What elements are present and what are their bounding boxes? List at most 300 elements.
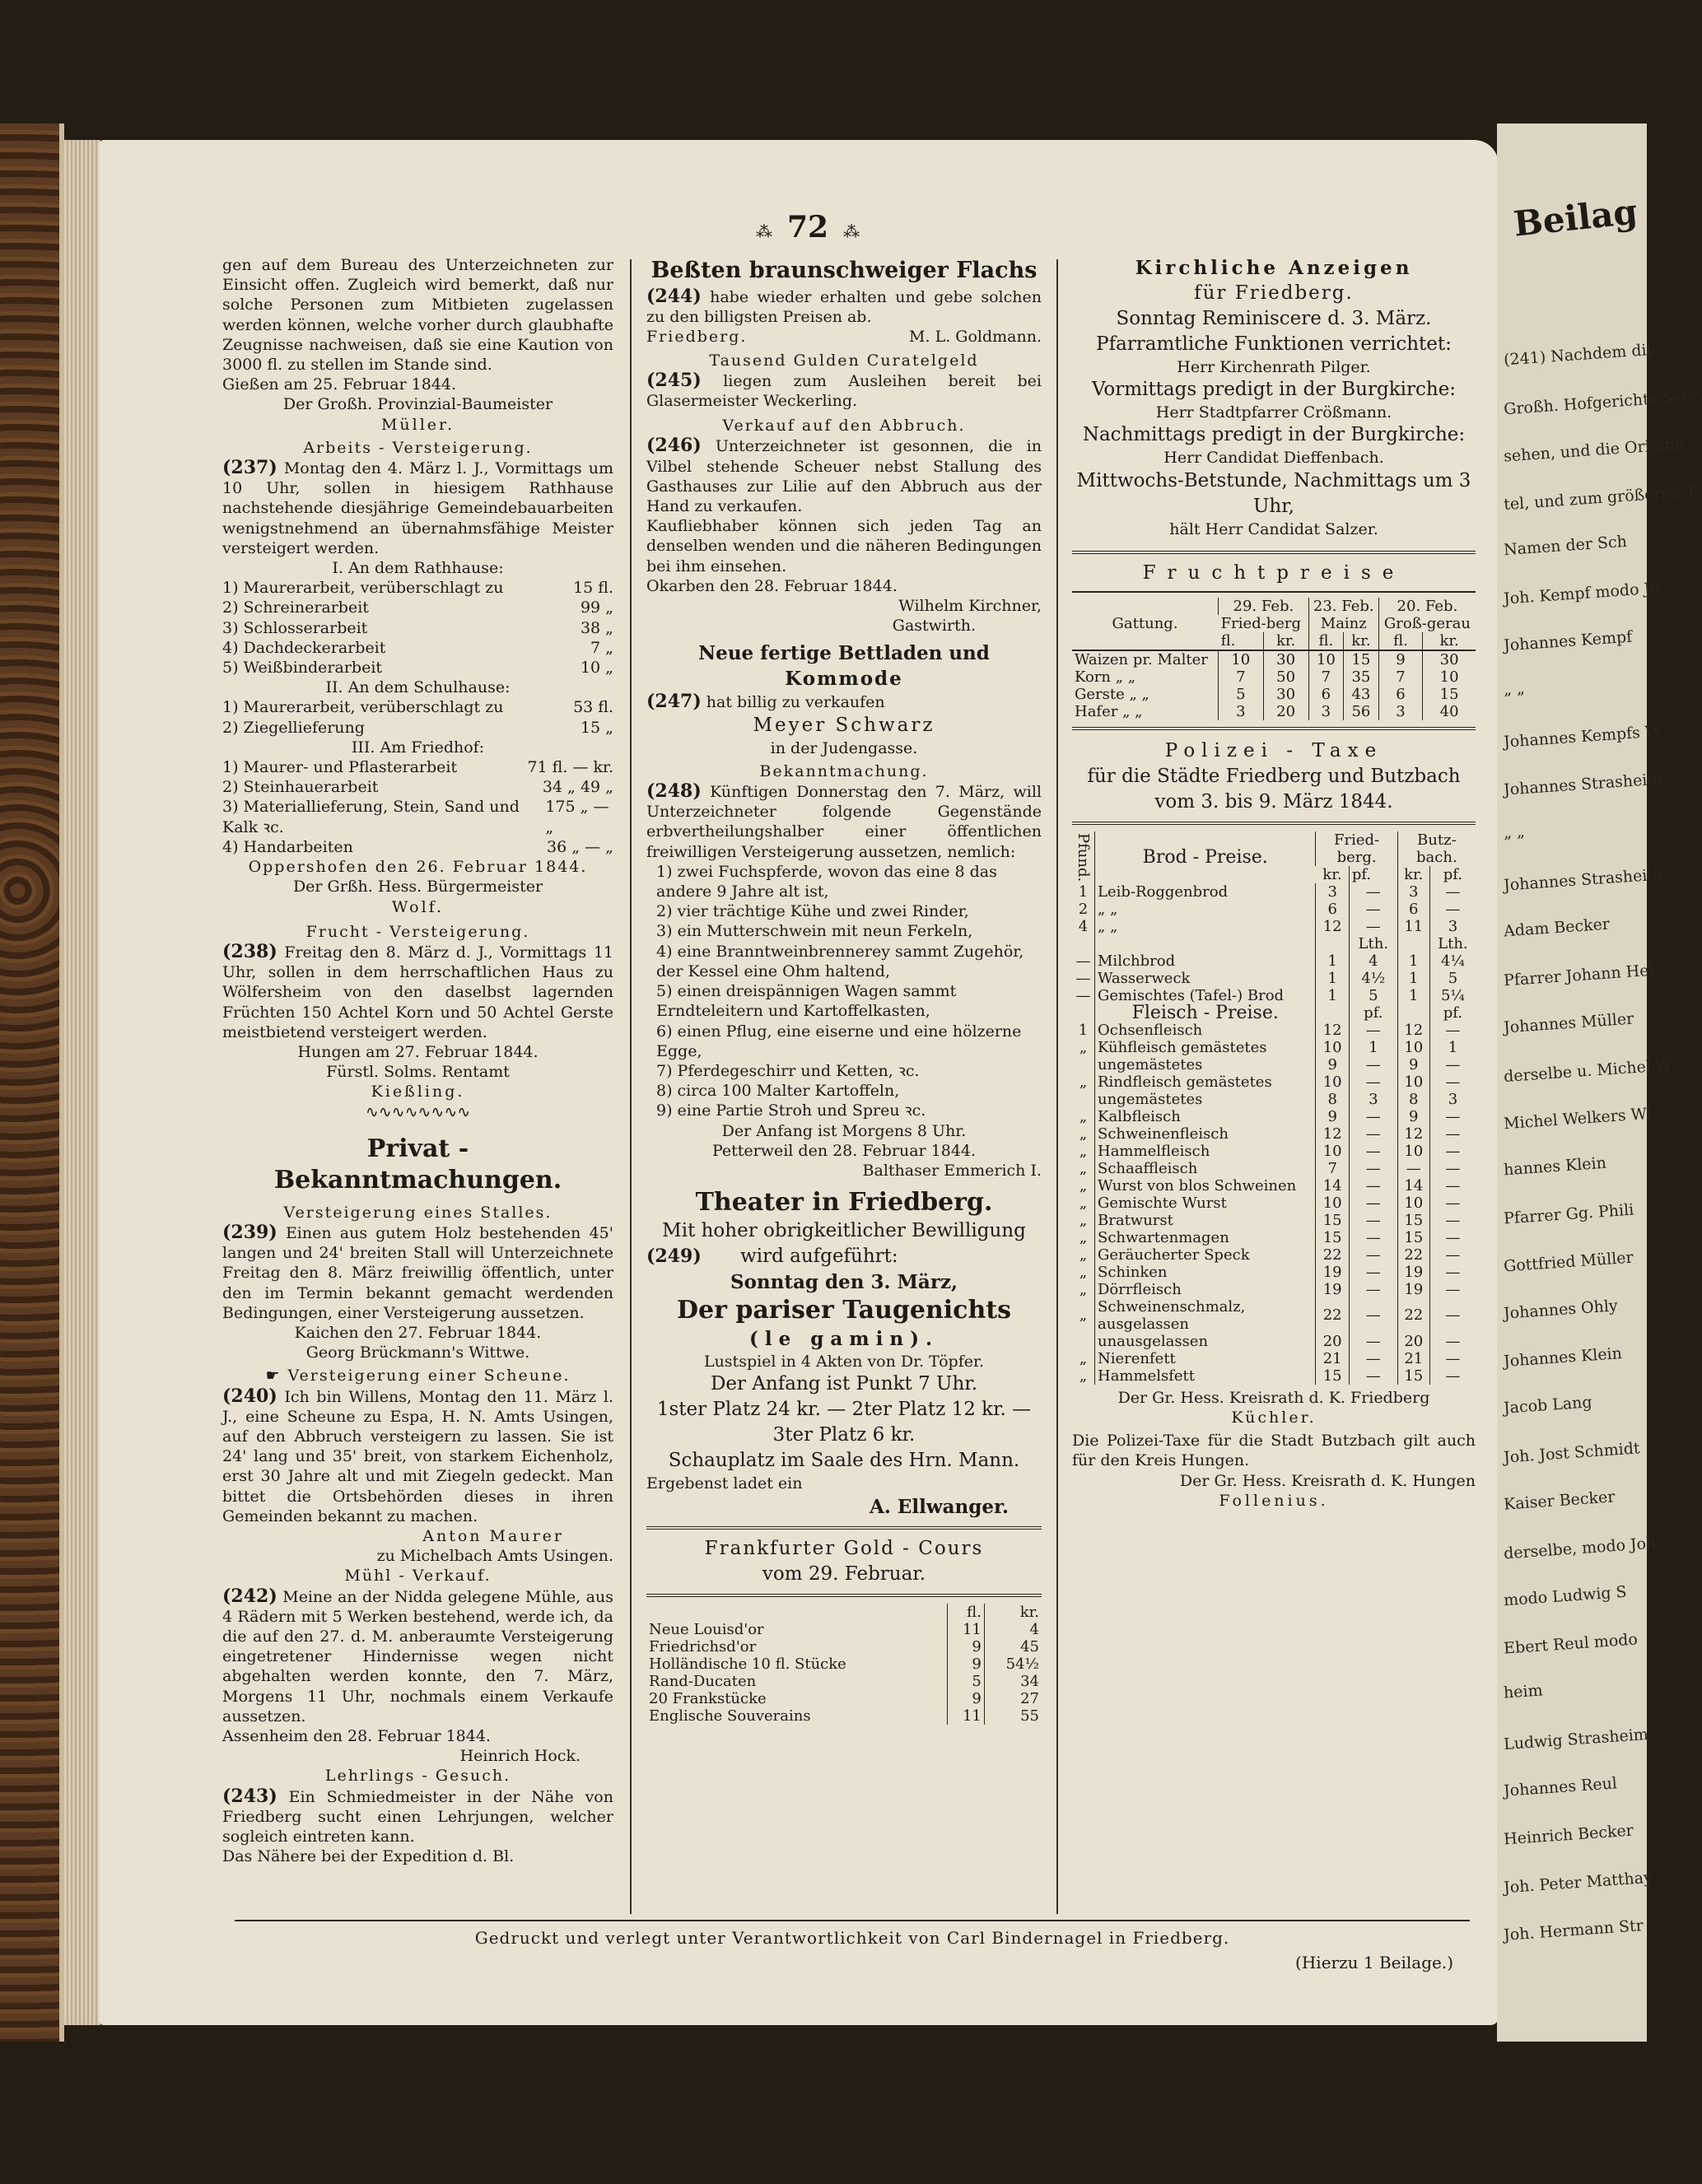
table-header: fl. bbox=[948, 1604, 984, 1621]
table-cell: Waizen pr. Malter bbox=[1075, 650, 1208, 668]
table-row bbox=[1072, 1281, 1476, 1298]
table-cell: — bbox=[1429, 1367, 1476, 1385]
facing-page-line: „ „ bbox=[1503, 822, 1526, 842]
table-cell: 45 bbox=[984, 1638, 1042, 1655]
ad-248-place: Petterweil den 28. Februar 1844. bbox=[711, 1141, 977, 1160]
list-item: 4) eine Branntweinbrennerey sammt Zugehör, der Kessel eine Ohm haltend, bbox=[656, 942, 1024, 980]
item-value: 15 „ bbox=[580, 718, 613, 737]
ad-237-title: Arbeits - Versteigerung. bbox=[303, 438, 533, 457]
ad-237-number: (237) bbox=[222, 457, 277, 479]
theater-subtitle: Mit hoher obrigkeitlicher Bewilligung bbox=[662, 1220, 1026, 1242]
table-cell: — bbox=[1429, 1056, 1476, 1073]
table-cell: Schwartenmagen bbox=[1095, 1229, 1316, 1246]
facing-page-line: sehen, und die Origina bbox=[1503, 435, 1686, 466]
table-cell: 1 bbox=[1078, 1021, 1089, 1039]
table-cell: 3 bbox=[1219, 703, 1263, 720]
table-cell: 10 bbox=[1397, 1039, 1429, 1056]
table-header bbox=[646, 1604, 948, 1621]
ad-242-place: Assenheim den 28. Februar 1844. bbox=[222, 1727, 491, 1746]
table-cell: „ bbox=[1079, 1280, 1088, 1298]
table-header: kr. bbox=[984, 1604, 1042, 1621]
ad-248-sign: Balthaser Emmerich I. bbox=[862, 1161, 1042, 1180]
ad-246-text: Unterzeichneter ist gesonnen, die in Vilbel stehende Scheuer nebst Stallung des Gasthauses zur Lilie auf den Abbruch aus der Hand zu verkaufen. bbox=[646, 437, 1042, 516]
table-cell: 10 bbox=[1316, 1039, 1349, 1056]
ad-239-text: Einen aus gutem Holz bestehenden 45' langen und 24' breiten Stall will Unterzeichnete Freitag den 8. März freiwillig öffentlich, unter den im Termin bekannt gemacht werdenden Bedingungen, einer Versteigerung aussetzen. bbox=[222, 1223, 613, 1322]
theater-title: Theater in Friedberg. bbox=[695, 1188, 993, 1218]
ad-240-place: zu Michelbach Amts Usingen. bbox=[376, 1547, 613, 1566]
facing-page-line: tel, und zum größeren T bbox=[1503, 482, 1697, 515]
table-cell: 15 bbox=[1397, 1367, 1429, 1385]
table-cell: — bbox=[1349, 1108, 1397, 1125]
table-row bbox=[1072, 1298, 1476, 1333]
table-cell: — bbox=[1349, 1177, 1397, 1194]
table-cell: Dörrfleisch bbox=[1095, 1281, 1316, 1298]
list-item bbox=[222, 797, 613, 836]
table-cell: 3 bbox=[1349, 1091, 1397, 1108]
table-cell: 21 bbox=[1397, 1350, 1429, 1367]
ad-244-text: habe wieder erhalten und gebe solchen zu den billigsten Preisen ab. bbox=[646, 288, 1042, 327]
facing-page-line: Pfarrer Gg. Phili bbox=[1503, 1200, 1634, 1228]
column-rule-1 bbox=[630, 259, 632, 1914]
table-row bbox=[1072, 1264, 1476, 1281]
item-label: 1) Maurerarbeit, verüberschlagt zu bbox=[222, 579, 504, 598]
church-line-7: Mittwochs-Betstunde, Nachmittags um 3 Uhr, bbox=[1076, 469, 1471, 517]
table-cell: 43 bbox=[1344, 686, 1379, 703]
table-header: fl. bbox=[1378, 632, 1422, 650]
facing-page-line: Ludwig Strasheim bbox=[1503, 1725, 1649, 1754]
ad-238-place: Hungen am 27. Februar 1844. bbox=[297, 1042, 539, 1061]
ad-240-title: ☛ Versteigerung einer Scheune. bbox=[265, 1367, 571, 1385]
table-cell: 35 bbox=[1344, 668, 1379, 686]
ad-238-text: Freitag den 8. März d. J., Vormittags 11 Uhr, sollen in dem herrschaftlichen Haus zu Wölfersheim von den daselbst lagernden Früchten 150 Achtel Korn und 50 Achtel Gerste meistbietend versteigert werden. bbox=[222, 943, 613, 1041]
table-row bbox=[1072, 883, 1476, 901]
table-cell: — bbox=[1349, 1056, 1397, 1073]
table-cell: Milchbrod bbox=[1095, 952, 1316, 970]
police-subtitle-1: für die Städte Friedberg und Butzbach bbox=[1087, 765, 1461, 787]
item-label: 5) Weißbinderarbeit bbox=[222, 659, 383, 678]
table-cell: Rindfleisch gemästetes bbox=[1095, 1073, 1316, 1091]
ad-237-name: Wolf. bbox=[391, 897, 445, 916]
table-row bbox=[1072, 1125, 1476, 1143]
item-label: 4) Dachdeckerarbeit bbox=[222, 638, 386, 657]
table-cell: — bbox=[1075, 969, 1091, 987]
table-header: fl. bbox=[1308, 632, 1343, 650]
table-cell: 15 bbox=[1316, 1229, 1349, 1246]
facing-page-line: Pfarrer Johann Hel bbox=[1503, 961, 1655, 990]
table-cell: 14 bbox=[1316, 1177, 1349, 1194]
facing-page-line: (241) Nachdem die bbox=[1503, 340, 1657, 370]
table-row bbox=[646, 1655, 1042, 1673]
table-cell: 8 bbox=[1316, 1091, 1349, 1108]
item-value: 71 fl. — kr. bbox=[527, 758, 613, 777]
table-cell: 9 bbox=[1397, 1056, 1429, 1073]
table-cell: 4 bbox=[1349, 952, 1397, 970]
table-row bbox=[1072, 901, 1476, 918]
item-value: 99 „ bbox=[580, 598, 613, 617]
table-cell: — bbox=[1349, 1350, 1397, 1367]
table-header: 29. Feb. bbox=[1219, 598, 1309, 615]
item-label: 1) Maurer- und Pflasterarbeit bbox=[222, 758, 458, 777]
table-cell: — bbox=[1349, 1073, 1397, 1091]
theater-invite: Ergebenst ladet ein bbox=[646, 1474, 803, 1493]
ad-248-start: Der Anfang ist Morgens 8 Uhr. bbox=[721, 1121, 967, 1140]
police-title: Polizei - Taxe bbox=[1164, 739, 1383, 761]
theater-sign: A. Ellwanger. bbox=[869, 1495, 1009, 1518]
table-cell: 9 bbox=[948, 1690, 984, 1707]
list-item: 9) eine Partie Stroh und Spreu ꝛc. bbox=[656, 1101, 926, 1120]
facing-page-line: Michel Welkers Wi bbox=[1503, 1104, 1653, 1134]
table-header: kr. bbox=[1423, 632, 1476, 650]
item-value: 10 „ bbox=[580, 659, 613, 678]
ad-242-text: Meine an der Nidda gelegene Mühle, aus 4 Rädern mit 5 Werken bestehend, werde ich, da die auf den 27. d. M. anberaumte Versteigerung eingetretener Hindernisse wegen nicht abgehalten werden konnte, den 7. März, Morgens 11 Uhr, nochmals einem Verkaufe aussetzen. bbox=[222, 1587, 613, 1725]
table-header: Mainz bbox=[1308, 615, 1378, 632]
list-item bbox=[222, 837, 613, 857]
page-footer bbox=[235, 1920, 1470, 1972]
table-header: pf. bbox=[1349, 1004, 1397, 1022]
page-number bbox=[741, 210, 874, 244]
police-sign-name: Küchler. bbox=[1231, 1409, 1317, 1427]
facing-page-line: Johannes Müller bbox=[1503, 1009, 1634, 1037]
divider bbox=[1072, 822, 1476, 825]
table-header: kr. bbox=[1322, 865, 1342, 883]
table-cell: Neue Louisd'or bbox=[649, 1620, 764, 1638]
table-cell: 10 bbox=[1397, 1194, 1429, 1212]
table-cell: 55 bbox=[984, 1707, 1042, 1725]
church-line-1: Pfarramtliche Funktionen verrichtet: bbox=[1096, 333, 1452, 355]
table-cell: 4 bbox=[984, 1621, 1042, 1638]
ad-243-title: Lehrlings - Gesuch. bbox=[324, 1767, 511, 1786]
column-3 bbox=[1072, 255, 1476, 1511]
table-cell: 10 bbox=[1397, 1143, 1429, 1160]
table-cell: Wasserweck bbox=[1095, 970, 1316, 987]
church-line-3: Vormittags predigt in der Burgkirche: bbox=[1091, 379, 1457, 401]
table-cell: — bbox=[1349, 1367, 1397, 1385]
list-item: 7) Pferdegeschirr und Ketten, ꝛc. bbox=[656, 1061, 920, 1080]
facing-page-line: Johannes Strasheim bbox=[1503, 770, 1663, 799]
table-row bbox=[646, 1707, 1042, 1725]
table-row bbox=[646, 1638, 1042, 1655]
table-row bbox=[1072, 935, 1476, 952]
table-cell: Schinken bbox=[1095, 1264, 1316, 1281]
table-cell: 11 bbox=[1397, 918, 1429, 935]
ad-249-number: (249) bbox=[646, 1246, 702, 1268]
facing-page-line: Joh. Hermann Str bbox=[1503, 1916, 1644, 1944]
table-row bbox=[1072, 686, 1476, 703]
table-cell: 7 bbox=[1378, 668, 1422, 686]
facing-page-line: Adam Becker bbox=[1503, 915, 1611, 941]
table-row bbox=[1072, 918, 1476, 935]
divider bbox=[646, 1594, 1042, 1597]
list-item bbox=[222, 618, 613, 638]
ad-242-sign: Heinrich Hock. bbox=[459, 1747, 581, 1766]
ad-248-number: (248) bbox=[646, 780, 702, 803]
facing-page-line: Johannes Kempfs W bbox=[1503, 722, 1662, 752]
table-cell: 10 bbox=[1316, 1073, 1349, 1091]
table-cell: „ „ bbox=[1095, 918, 1316, 935]
facing-page-title: Beilag bbox=[1511, 191, 1639, 244]
ad-240-number: (240) bbox=[222, 1385, 277, 1407]
ad-237-list-1 bbox=[222, 578, 613, 678]
bread-price-table bbox=[1072, 831, 1476, 1385]
table-cell: Schaaffleisch bbox=[1095, 1160, 1316, 1177]
list-item: 2) vier trächtige Kühe und zwei Rinder, bbox=[656, 902, 969, 921]
ad-237-section-1: I. An dem Rathhause: bbox=[332, 559, 504, 578]
table-cell: — bbox=[1075, 952, 1091, 970]
table-header: kr. bbox=[1344, 632, 1379, 650]
table-header: kr. bbox=[1397, 866, 1429, 883]
table-cell: Rand-Ducaten bbox=[649, 1672, 757, 1690]
table-row bbox=[1072, 1333, 1476, 1350]
table-cell: „ bbox=[1079, 1073, 1088, 1091]
table-cell: Leib-Roggenbrod bbox=[1095, 883, 1316, 901]
table-cell: 5 bbox=[948, 1673, 984, 1690]
supplement-note: (Hierzu 1 Beilage.) bbox=[1295, 1953, 1453, 1972]
table-row bbox=[1072, 668, 1476, 686]
table-row bbox=[1072, 650, 1476, 668]
table-cell: 1 bbox=[1429, 1039, 1476, 1056]
church-line-5: Nachmittags predigt in der Burgkirche: bbox=[1082, 424, 1466, 446]
table-row bbox=[1072, 1022, 1476, 1039]
table-cell: 5¼ bbox=[1429, 987, 1476, 1004]
table-cell: „ bbox=[1079, 1194, 1088, 1212]
table-cell: 12 bbox=[1316, 1125, 1349, 1143]
table-cell: 19 bbox=[1316, 1264, 1349, 1281]
theater-play-2: (le gamin). bbox=[749, 1328, 939, 1351]
police-subtitle-2: vom 3. bis 9. März 1844. bbox=[1154, 790, 1393, 813]
table-cell: 7 bbox=[1316, 1160, 1349, 1177]
flachs-title: Beßten braunschweiger Flachs bbox=[650, 258, 1038, 283]
list-item: 3) ein Mutterschwein mit neun Ferkeln, bbox=[656, 922, 973, 941]
facing-page-line: derselbe u. Michel W bbox=[1503, 1055, 1673, 1087]
item-value: 38 „ bbox=[580, 618, 613, 637]
table-header: Groß-gerau bbox=[1378, 615, 1476, 632]
divider bbox=[1072, 727, 1476, 730]
table-cell: 12 bbox=[1397, 1022, 1429, 1039]
table-header: Pfund. bbox=[1075, 832, 1092, 882]
ad-245-number: (245) bbox=[646, 369, 702, 391]
table-cell: — bbox=[1429, 1298, 1476, 1333]
church-subtitle: für Friedberg. bbox=[1194, 282, 1354, 304]
ad-242-title: Mühl - Verkauf. bbox=[344, 1567, 492, 1586]
table-cell: 15 bbox=[1423, 686, 1476, 703]
table-cell: — bbox=[1429, 1246, 1476, 1264]
facing-page-line: „ „ bbox=[1503, 679, 1526, 699]
ad-237-list-3 bbox=[222, 757, 613, 857]
table-cell: — bbox=[1429, 1143, 1476, 1160]
table-cell: „ bbox=[1079, 1107, 1088, 1125]
table-cell: „ „ bbox=[1095, 901, 1316, 918]
table-cell: — bbox=[1349, 1281, 1397, 1298]
ad-247-number: (247) bbox=[646, 691, 702, 713]
table-cell: — bbox=[1349, 901, 1397, 918]
table-cell: 19 bbox=[1316, 1281, 1349, 1298]
table-header: 23. Feb. bbox=[1308, 598, 1378, 615]
facing-page-line: Johannes Kempf bbox=[1503, 627, 1633, 655]
table-cell: ungemästetes bbox=[1095, 1091, 1316, 1108]
ad-246-place: Okarben den 28. Februar 1844. bbox=[646, 576, 898, 595]
ad-246-text-2: Kaufliebhaber können sich jeden Tag an denselben wenden und die näheren Bedingungen bei ihm einsehen. bbox=[646, 517, 1042, 575]
church-line-6: Herr Candidat Dieffenbach. bbox=[1163, 449, 1384, 468]
list-item: 5) einen dreispännigen Wagen sammt Erndteleitern und Kartoffelkasten, bbox=[656, 982, 957, 1021]
divider bbox=[1072, 591, 1476, 593]
ad-237-sign: Der Grßh. Hess. Bürgermeister bbox=[292, 878, 543, 896]
police-sign-2: Der Gr. Hess. Kreisrath d. K. Hungen bbox=[1179, 1471, 1476, 1490]
list-item bbox=[222, 697, 613, 717]
table-row bbox=[1072, 970, 1476, 987]
fruit-title: Fruchtpreise bbox=[1142, 561, 1406, 584]
table-cell: „ bbox=[1079, 1349, 1088, 1367]
table-cell: Schweinenschmalz, ausgelassen bbox=[1095, 1298, 1316, 1333]
table-cell: 9 bbox=[1397, 1108, 1429, 1125]
table-cell bbox=[1072, 1333, 1095, 1350]
table-cell: 20 Frankstücke bbox=[649, 1689, 767, 1707]
facing-page-line: heim bbox=[1503, 1681, 1544, 1702]
table-cell: — bbox=[1429, 1125, 1476, 1143]
facing-page-line: hannes Klein bbox=[1503, 1153, 1607, 1180]
table-row bbox=[1072, 1367, 1476, 1385]
table-row bbox=[1072, 1091, 1476, 1108]
table-cell: Nierenfett bbox=[1095, 1350, 1316, 1367]
table-row bbox=[646, 1621, 1042, 1638]
table-row bbox=[1072, 1056, 1476, 1073]
table-cell: 9 bbox=[948, 1638, 984, 1655]
page-number-value: 72 bbox=[787, 210, 829, 244]
ad-245-text: liegen zum Ausleihen bereit bei Glasermeister Weckerling. bbox=[646, 371, 1042, 411]
item-value: 7 „ bbox=[590, 638, 613, 657]
table-cell: 15 bbox=[1316, 1212, 1349, 1229]
table-cell: 10 bbox=[1316, 1194, 1349, 1212]
facing-page-line: Jacob Lang bbox=[1503, 1393, 1593, 1418]
police-note: Die Polizei-Taxe für die Stadt Butzbach gilt auch für den Kreis Hungen. bbox=[1072, 1432, 1476, 1470]
ad-240-text: Ich bin Willens, Montag den 11. März l. J., eine Scheune zu Espa, H. N. Amts Usingen, auf den Abbruch versteigern zu lassen. Sie ist 24' lang und 35' breit, von starkem Eichenholz, erst 30 Jahre alt und mit Ziegeln gedeckt. Man bittet die Ortsbehörden dieses in ihren Gemeinden bekannt zu machen. bbox=[222, 1387, 613, 1525]
ad-239-number: (239) bbox=[222, 1221, 277, 1243]
table-cell: — bbox=[1429, 1333, 1476, 1350]
table-cell: Gemischtes (Tafel-) Brod bbox=[1095, 987, 1316, 1004]
table-header: 20. Feb. bbox=[1378, 598, 1476, 615]
table-header: fl. bbox=[1220, 631, 1236, 650]
table-cell: — bbox=[1429, 1160, 1476, 1177]
list-item bbox=[222, 777, 613, 797]
column-1 bbox=[222, 255, 613, 1866]
ad-238-sign: Fürstl. Solms. Rentamt bbox=[326, 1063, 510, 1082]
table-cell: 5 bbox=[1349, 987, 1397, 1004]
table-row bbox=[1072, 1108, 1476, 1125]
ad-247-title-2: Kommode bbox=[785, 668, 903, 691]
table-cell: 15 bbox=[1397, 1229, 1429, 1246]
item-label: 4) Handarbeiten bbox=[222, 837, 353, 856]
table-cell: 22 bbox=[1397, 1298, 1429, 1333]
table-cell: Hammelfleisch bbox=[1095, 1143, 1316, 1160]
table-row bbox=[1072, 1073, 1476, 1091]
table-cell: 1 bbox=[1316, 952, 1349, 970]
table-cell: — bbox=[1429, 1073, 1476, 1091]
list-item bbox=[222, 757, 613, 777]
table-row bbox=[1072, 1160, 1476, 1177]
item-label: 3) Schlosserarbeit bbox=[222, 618, 368, 637]
table-cell: 4½ bbox=[1349, 970, 1397, 987]
table-row bbox=[1072, 703, 1476, 720]
ad-243-number: (243) bbox=[222, 1785, 277, 1807]
table-cell: „ bbox=[1079, 1246, 1088, 1264]
table-cell: Wurst von blos Schweinen bbox=[1095, 1177, 1316, 1194]
item-label: 1) Maurerarbeit, verüberschlagt zu bbox=[222, 698, 504, 717]
theater-venue: Schauplatz im Saale des Hrn. Mann. bbox=[668, 1450, 1020, 1472]
table-header: kr. bbox=[1263, 632, 1308, 650]
table-cell: — bbox=[1429, 1177, 1476, 1194]
table-cell: — bbox=[1429, 1229, 1476, 1246]
divider bbox=[1072, 551, 1476, 554]
list-item: 6) einen Pflug, eine eiserne und eine hölzerne Egge, bbox=[656, 1022, 1022, 1060]
table-cell: 1 bbox=[1397, 970, 1429, 987]
table-cell: 15 bbox=[1344, 650, 1379, 668]
table-cell: 8 bbox=[1397, 1091, 1429, 1108]
facing-page-line: Johannes Klein bbox=[1503, 1344, 1623, 1371]
table-cell: 4 bbox=[1078, 917, 1089, 935]
table-cell: — bbox=[1429, 1108, 1476, 1125]
ad-244-place: Friedberg. bbox=[646, 328, 748, 347]
police-sign: Der Gr. Hess. Kreisrath d. K. Friedberg bbox=[1117, 1388, 1430, 1407]
ad-248-title: Bekanntmachung. bbox=[759, 761, 929, 780]
table-cell: 1 bbox=[1316, 987, 1349, 1004]
folio-ornament-right: ⁂ bbox=[843, 221, 860, 241]
ad-237-section-2: II. An dem Schulhause: bbox=[325, 678, 511, 697]
table-cell: 20 bbox=[1397, 1333, 1429, 1350]
table-cell: 5 bbox=[1429, 970, 1476, 987]
ad-243-text: Ein Schmiedmeister in der Nähe von Friedberg sucht einen Lehrjungen, welcher sogleich eintreten kann. bbox=[222, 1787, 613, 1846]
facing-page-line: derselbe, modo Joh bbox=[1503, 1534, 1657, 1563]
ad-244-number: (244) bbox=[646, 286, 702, 307]
table-cell: 10 bbox=[1308, 650, 1343, 668]
table-cell: 1 bbox=[1349, 1039, 1397, 1056]
table-cell: 12 bbox=[1397, 1125, 1429, 1143]
table-cell: 12 bbox=[1316, 1022, 1349, 1039]
table-cell: 3 bbox=[1429, 918, 1476, 935]
facing-page-line: Heinrich Becker bbox=[1503, 1821, 1634, 1849]
table-cell: 22 bbox=[1316, 1246, 1349, 1264]
divider bbox=[646, 1526, 1042, 1530]
ad-239-sign: Georg Brückmann's Wittwe. bbox=[305, 1343, 530, 1362]
table-header: Fried-berg. bbox=[1316, 831, 1397, 866]
table-cell bbox=[1397, 935, 1429, 952]
facing-page bbox=[1497, 123, 1702, 2042]
table-cell: — bbox=[1397, 1160, 1429, 1177]
table-cell: Ochsenfleisch bbox=[1095, 1022, 1316, 1039]
ad-237-place: Oppershofen den 26. Februar 1844. bbox=[248, 858, 588, 877]
table-cell: 6 bbox=[1378, 686, 1422, 703]
table-cell: 10 bbox=[1316, 1143, 1349, 1160]
table-cell: 2 bbox=[1078, 900, 1089, 918]
table-cell bbox=[1072, 1091, 1095, 1108]
ad-243-note: Das Nähere bei der Expedition d. Bl. bbox=[222, 1847, 515, 1866]
book-cover-marbled bbox=[0, 123, 64, 2042]
table-cell: 30 bbox=[1263, 650, 1308, 668]
table-cell: Bratwurst bbox=[1095, 1212, 1316, 1229]
table-cell: Lth. bbox=[1349, 935, 1397, 952]
table-cell: — bbox=[1349, 1212, 1397, 1229]
table-cell: Holländische 10 fl. Stücke bbox=[649, 1655, 846, 1673]
ad-continuation-sign: Der Großh. Provinzial-Baumeister bbox=[282, 395, 553, 414]
ad-continuation-name: Müller. bbox=[380, 415, 455, 434]
table-row bbox=[1072, 1143, 1476, 1160]
table-cell: 4¼ bbox=[1429, 952, 1476, 970]
table-cell: 34 bbox=[984, 1673, 1042, 1690]
table-cell: — bbox=[1429, 1264, 1476, 1281]
table-cell: „ bbox=[1079, 1159, 1088, 1177]
facing-page-line: Joh. Kempf modo Jo bbox=[1503, 579, 1661, 608]
table-cell: — bbox=[1349, 1246, 1397, 1264]
table-cell: 1 bbox=[1397, 952, 1429, 970]
church-date: Sonntag Reminiscere d. 3. März. bbox=[1116, 308, 1432, 329]
